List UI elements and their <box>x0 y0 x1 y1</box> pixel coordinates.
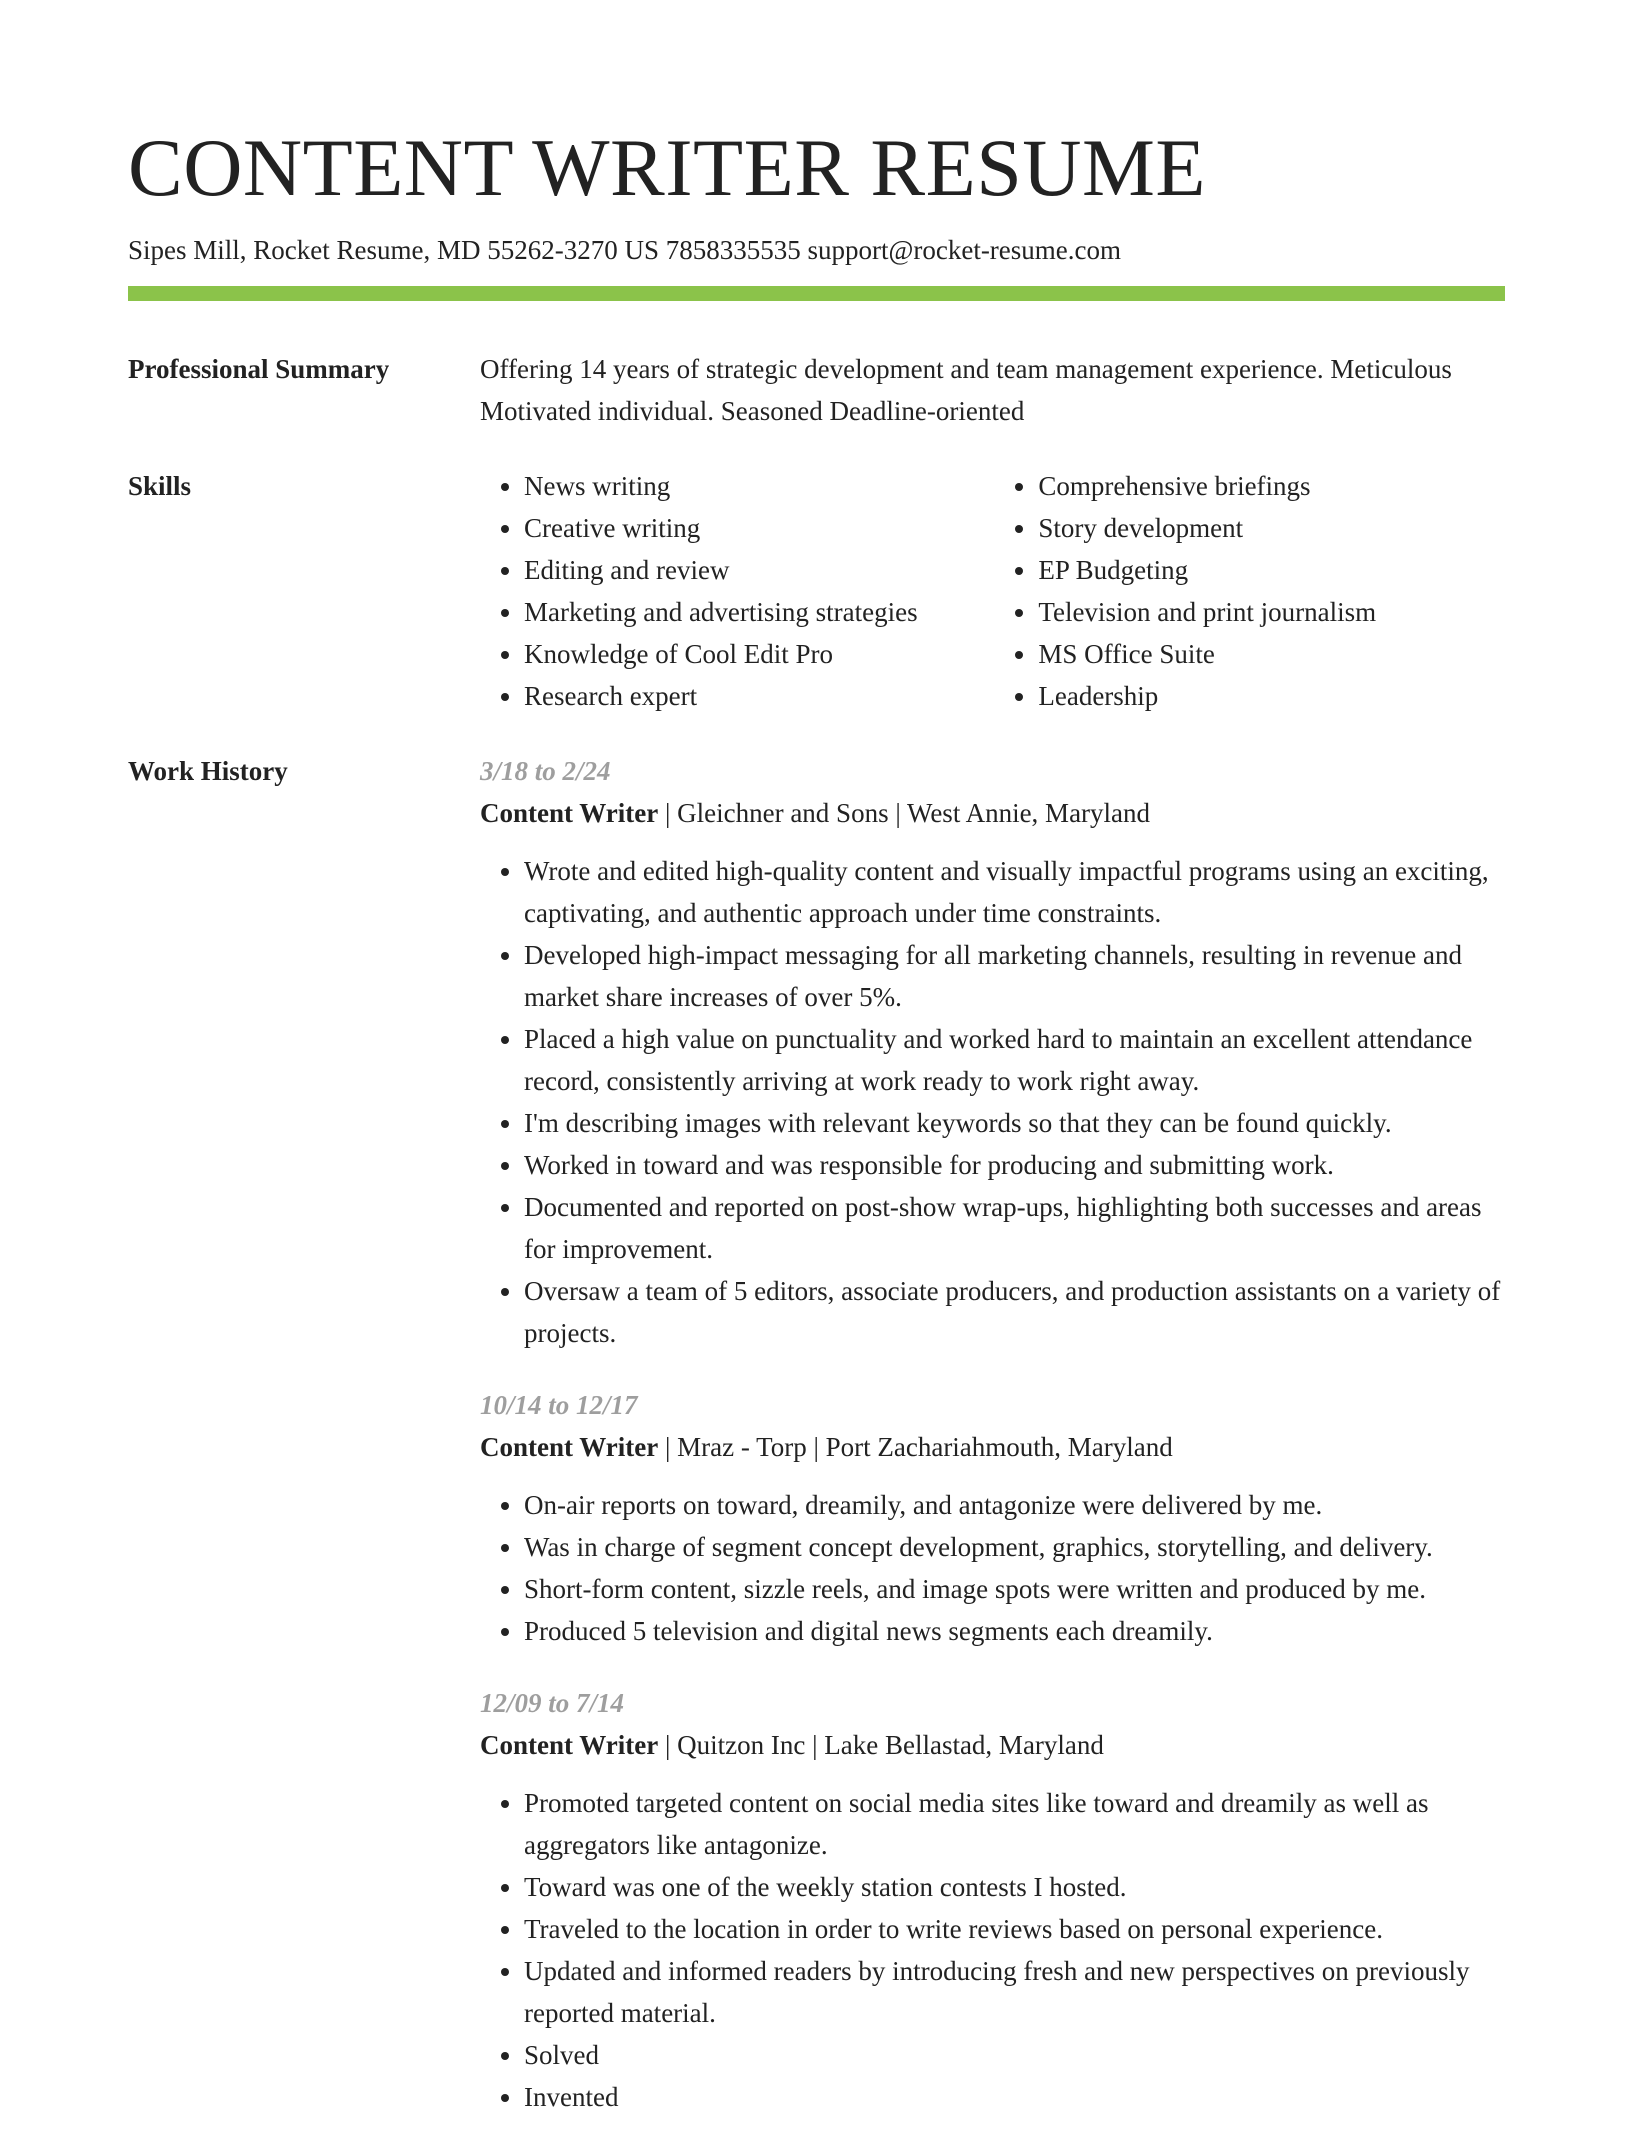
job-company: Quitzon Inc <box>677 1730 806 1760</box>
job-bullet: • Worked in toward and was responsible for producing and submitting work. <box>524 1144 1505 1186</box>
skills-columns <box>480 465 1505 717</box>
job-bullet: • Documented and reported on post-show wrap-ups, highlighting both successes and areas for improvement. <box>524 1186 1505 1270</box>
job-bullet: • Invented <box>524 2076 1505 2118</box>
job-location: West Annie, Maryland <box>907 798 1151 828</box>
job-bullets <box>480 1484 1505 1652</box>
skills-label: Skills <box>128 471 192 501</box>
accent-divider <box>128 286 1505 301</box>
separator: | <box>806 1432 826 1462</box>
job-bullets <box>480 850 1505 1354</box>
contact-line: Sipes Mill, Rocket Resume, MD 55262-3270 US 7858335535 support@rocket-resume.com <box>128 235 1122 265</box>
skill-item: • News writing <box>524 465 994 507</box>
job-bullet: • On-air reports on toward, dreamily, and antagonize were delivered by me. <box>524 1484 1505 1526</box>
skills-list-right <box>994 465 1505 717</box>
job-bullet: • Traveled to the location in order to write reviews based on personal experience. <box>524 1908 1505 1950</box>
job-entry <box>480 1682 1505 2118</box>
summary-label: Professional Summary <box>128 354 390 384</box>
job-bullet: • I'm describing images with relevant keywords so that they can be found quickly. <box>524 1102 1505 1144</box>
separator: | <box>658 1730 678 1760</box>
job-bullet: • Oversaw a team of 5 editors, associate producers, and production assistants on a variety of projects. <box>524 1270 1505 1354</box>
job-bullet: • Was in charge of segment concept development, graphics, storytelling, and delivery. <box>524 1526 1505 1568</box>
job-bullet: • Updated and informed readers by introducing fresh and new perspectives on previously reported material. <box>524 1950 1505 2034</box>
skills-list-left <box>480 465 994 717</box>
skill-item: • Creative writing <box>524 507 994 549</box>
job-bullet: • Promoted targeted content on social media sites like toward and dreamily as well as aggregators like antagonize. <box>524 1782 1505 1866</box>
job-bullet: • Developed high-impact messaging for all marketing channels, resulting in revenue and market share increases of over 5%. <box>524 934 1505 1018</box>
job-title: Content Writer <box>480 1730 659 1760</box>
job-title: Content Writer <box>480 1432 659 1462</box>
skill-item: • MS Office Suite <box>1038 633 1505 675</box>
resume-title: CONTENT WRITER RESUME <box>128 122 1207 213</box>
job-bullet: • Produced 5 television and digital news segments each dreamily. <box>524 1610 1505 1652</box>
work-history-label: Work History <box>128 756 288 786</box>
job-title: Content Writer <box>480 798 659 828</box>
job-company: Mraz - Torp <box>677 1432 807 1462</box>
separator: | <box>658 1432 678 1462</box>
skill-item: • Comprehensive briefings <box>1038 465 1505 507</box>
job-bullet: • Short-form content, sizzle reels, and image spots were written and produced by me. <box>524 1568 1505 1610</box>
job-heading <box>480 1724 1505 1766</box>
job-bullet: • Placed a high value on punctuality and worked hard to maintain an excellent attendance record, consistently arriving at work ready to work right away. <box>524 1018 1505 1102</box>
summary-text: Offering 14 years of strategic development and team management experience. Meticulous Motivated individual. Seasoned Deadline-oriented <box>480 354 1452 426</box>
job-entry <box>480 750 1505 1354</box>
separator: | <box>805 1730 825 1760</box>
job-bullets <box>480 1782 1505 2118</box>
work-history-body <box>480 750 1505 2148</box>
job-dates: 12/09 to 7/14 <box>480 1688 625 1718</box>
job-dates: 3/18 to 2/24 <box>480 756 611 786</box>
job-heading <box>480 792 1505 834</box>
skills-body <box>480 465 1505 717</box>
job-bullet: • Solved <box>524 2034 1505 2076</box>
separator: | <box>888 798 907 828</box>
job-heading <box>480 1426 1505 1468</box>
job-location: Lake Bellastad, Maryland <box>824 1730 1104 1760</box>
job-dates: 10/14 to 12/17 <box>480 1390 638 1420</box>
skill-item: • Editing and review <box>524 549 994 591</box>
job-bullet: • Wrote and edited high-quality content and visually impactful programs using an exciting, captivating, and authentic approach under time constraints. <box>524 850 1505 934</box>
skill-item: • Knowledge of Cool Edit Pro <box>524 633 994 675</box>
summary-body <box>480 348 1505 432</box>
job-entry <box>480 1384 1505 1652</box>
separator: | <box>658 798 678 828</box>
skill-item: • Research expert <box>524 675 994 717</box>
skill-item: • Leadership <box>1038 675 1505 717</box>
job-company: Gleichner and Sons <box>677 798 889 828</box>
job-bullet: • Toward was one of the weekly station contests I hosted. <box>524 1866 1505 1908</box>
skill-item: • EP Budgeting <box>1038 549 1505 591</box>
skill-item: • Story development <box>1038 507 1505 549</box>
skill-item: • Marketing and advertising strategies <box>524 591 994 633</box>
job-location: Port Zachariahmouth, Maryland <box>825 1432 1173 1462</box>
skill-item: • Television and print journalism <box>1038 591 1505 633</box>
